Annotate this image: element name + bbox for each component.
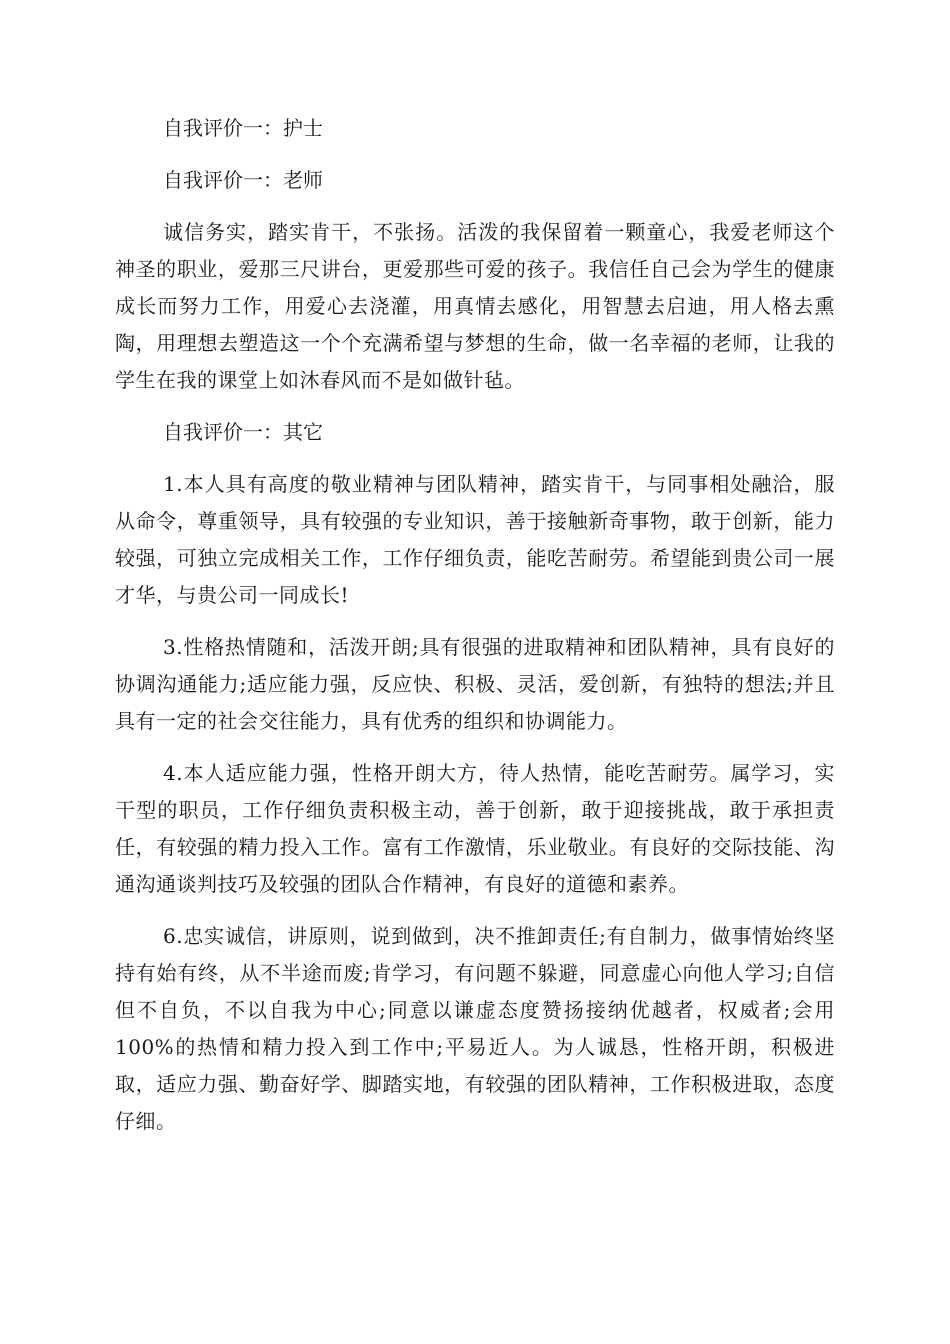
paragraph-item-3: 3.性格热情随和，活泼开朗;具有很强的进取精神和团队精神，具有良好的协调沟通能力;适应能力强，反应快、积极、灵活，爱创新，有独特的想法;并且具有一定的社会交往能力，具有优秀的组织和协调能力。 (115, 635, 835, 733)
paragraph-item-1: 1.本人具有高度的敬业精神与团队精神，踏实肯干，与同事相处融洽，服从命令，尊重领导，具有较强的专业知识，善于接触新奇事物，敢于创新，能力较强，可独立完成相关工作，工作仔细负责，能吃苦耐劳。希望能到贵公司一展才华，与贵公司一同成长! (115, 472, 835, 607)
paragraph-item-6: 6.忠实诚信，讲原则，说到做到，决不推卸责任;有自制力，做事情始终坚持有始有终，从不半途而废;肯学习，有问题不躲避，同意虚心向他人学习;自信但不自负，不以自我为中心;同意以谦虚态度赞扬接纳优越者，权威者;会用100%的热情和精力投入到工作中;平易近人。为人诚恳，性格开朗，积极进取，适应力强、勤奋好学、脚踏实地，有较强的团队精神，工作积极进取，态度仔细。 (115, 924, 835, 1133)
paragraph-item-4: 4.本人适应能力强，性格开朗大方，待人热情，能吃苦耐劳。属学习，实干型的职员，工作仔细负责积极主动，善于创新，敢于迎接挑战，敢于承担责任，有较强的精力投入工作。富有工作激情，乐业敬业。有良好的交际技能、沟通沟通谈判技巧及较强的团队合作精神，有良好的道德和素养。 (115, 761, 835, 896)
section-heading-nurse: 自我评价一：护士 (163, 116, 323, 140)
section-heading-teacher: 自我评价一：老师 (163, 168, 323, 192)
document-page (115, 110, 835, 1155)
section-heading-other: 自我评价一：其它 (163, 420, 323, 444)
paragraph-teacher: 诚信务实，踏实肯干，不张扬。活泼的我保留着一颗童心，我爱老师这个神圣的职业，爱那三尺讲台，更爱那些可爱的孩子。我信任自己会为学生的健康成长而努力工作，用爱心去浇灌，用真情去感化，用智慧去启迪，用人格去熏陶，用理想去塑造这一个个充满希望与梦想的生命，做一名幸福的老师，让我的学生在我的课堂上如沐春风而不是如做针毡。 (115, 220, 835, 392)
